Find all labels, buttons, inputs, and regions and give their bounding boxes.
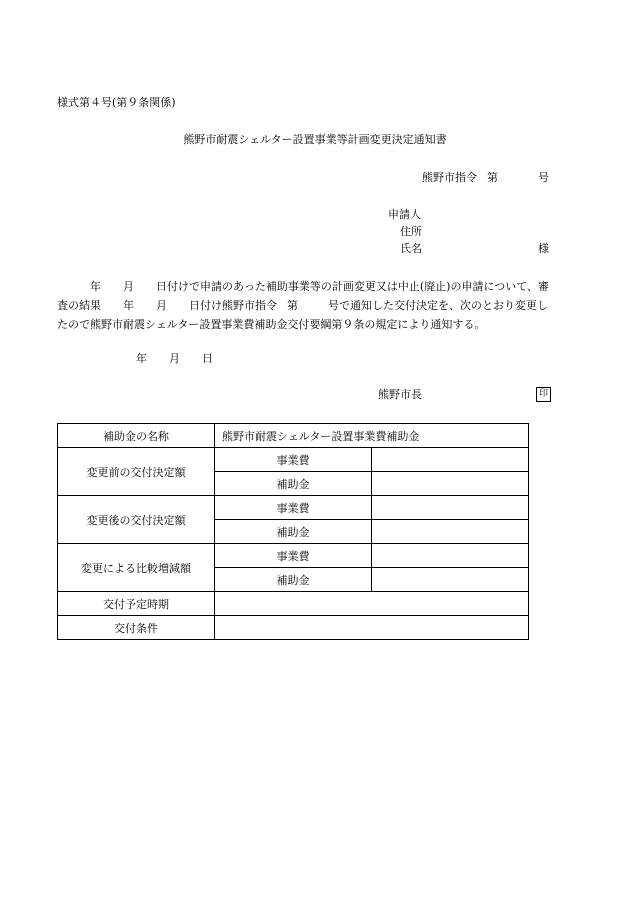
amount-cell [372, 472, 529, 496]
cost-label: 事業費 [215, 544, 372, 568]
honorific-label: 様 [538, 242, 549, 255]
schedule-label: 交付予定時期 [58, 592, 215, 616]
date-day: 日 [202, 352, 213, 365]
conditions-value [215, 616, 529, 640]
amount-cell [372, 544, 529, 568]
amount-cell [372, 520, 529, 544]
issuer-reference [422, 172, 549, 183]
body-line-2 [57, 296, 577, 315]
conditions-label: 交付条件 [58, 616, 215, 640]
amount-cell [372, 448, 529, 472]
grant-name-value: 熊野市耐震シェルター設置事業費補助金 [215, 424, 529, 448]
date-month: 月 [169, 352, 180, 365]
table-row [58, 448, 529, 472]
subsidy-label: 補助金 [215, 472, 372, 496]
body-month-2: 月 [156, 299, 167, 312]
issuer-dai: 第 [487, 171, 498, 184]
difference-amount-label: 変更による比較増減額 [58, 544, 215, 592]
schedule-value [215, 592, 529, 616]
body-text-2c: 号で通知した交付決定を、次のとおり変更し [328, 299, 548, 312]
applicant-label: 申請人 [388, 208, 421, 221]
document-title: 熊野市耐震シェルター設置事業等計画変更決定通知書 [183, 133, 447, 146]
table-row [58, 616, 529, 640]
body-year: 年 [90, 280, 101, 293]
date-line [136, 353, 213, 364]
amount-cell [372, 496, 529, 520]
cost-label: 事業費 [215, 448, 372, 472]
issuer-go: 号 [538, 171, 549, 184]
body-text-2b: 日付け熊野市指令 [189, 299, 277, 312]
mayor-signature: 熊野市長 [378, 388, 422, 401]
body-dai: 第 [287, 299, 298, 312]
after-amount-label: 変更後の交付決定額 [58, 496, 215, 544]
seal-mark: 印 [536, 387, 551, 402]
address-label: 住所 [400, 225, 422, 238]
amount-cell [372, 568, 529, 592]
subsidy-label: 補助金 [215, 568, 372, 592]
grant-name-label: 補助金の名称 [58, 424, 215, 448]
table-row [58, 544, 529, 568]
cost-label: 事業費 [215, 496, 372, 520]
grant-table [57, 423, 529, 640]
body-line-3: たので熊野市耐震シェルター設置事業費補助金交付要綱第９条の規定により通知する。 [57, 318, 486, 331]
body-month: 月 [123, 280, 134, 293]
body-text-2a: 査の結果 [57, 299, 101, 312]
issuer-label: 熊野市指令 [422, 171, 477, 184]
name-label: 氏名 [400, 242, 422, 255]
date-year: 年 [136, 352, 147, 365]
body-line-1 [57, 277, 577, 296]
table-row [58, 424, 529, 448]
before-amount-label: 変更前の交付決定額 [58, 448, 215, 496]
table-row [58, 496, 529, 520]
table-row [58, 592, 529, 616]
body-year-2: 年 [123, 299, 134, 312]
subsidy-label: 補助金 [215, 520, 372, 544]
body-text-1: 日付けで申請のあった補助事業等の計画変更又は中止(廃止)の申請について、審 [156, 280, 550, 293]
form-number: 様式第４号(第９条関係) [57, 96, 176, 109]
